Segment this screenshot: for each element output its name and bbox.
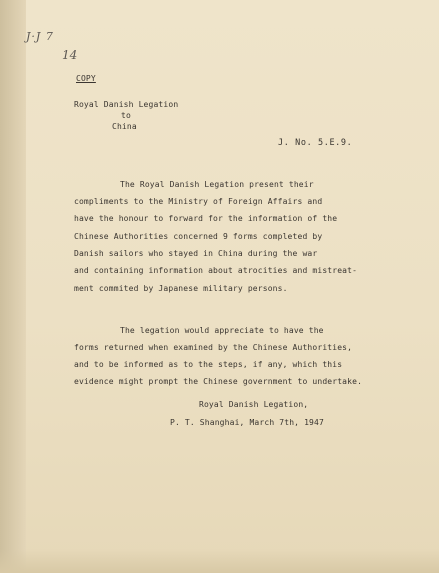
body-line: The legation would appreciate to have the bbox=[120, 326, 324, 335]
paper-edge-left bbox=[0, 0, 26, 573]
paper-edge-bottom bbox=[0, 549, 439, 573]
body-line: forms returned when examined by the Chinese Authorities, bbox=[74, 343, 353, 352]
copy-label: COPY bbox=[76, 74, 96, 83]
body-line: ment commited by Japanese military persons. bbox=[74, 284, 288, 293]
body-line: The Royal Danish Legation present their bbox=[120, 180, 314, 189]
recipient-line: China bbox=[112, 122, 137, 131]
signature-line: Royal Danish Legation, bbox=[199, 400, 309, 409]
handwritten-number: 14 bbox=[62, 48, 78, 62]
to-line: to bbox=[121, 111, 131, 120]
body-line: compliments to the Ministry of Foreign Affairs and bbox=[74, 197, 323, 206]
body-line: have the honour to forward for the information of the bbox=[74, 214, 338, 223]
body-line: evidence might prompt the Chinese government to undertake. bbox=[74, 377, 363, 386]
body-line: Chinese Authorities concerned 9 forms completed by bbox=[74, 232, 323, 241]
sender-line: Royal Danish Legation bbox=[74, 100, 179, 109]
body-line: and to be informed as to the steps, if any, which this bbox=[74, 360, 343, 369]
handwritten-mark: J·J 7 bbox=[26, 30, 54, 43]
body-line: and containing information about atrocities and mistreat- bbox=[74, 266, 358, 275]
reference-number: J. No. 5.E.9. bbox=[278, 138, 353, 148]
place-date-line: P. T. Shanghai, March 7th, 1947 bbox=[170, 418, 324, 427]
body-line: Danish sailors who stayed in China during the war bbox=[74, 249, 318, 258]
